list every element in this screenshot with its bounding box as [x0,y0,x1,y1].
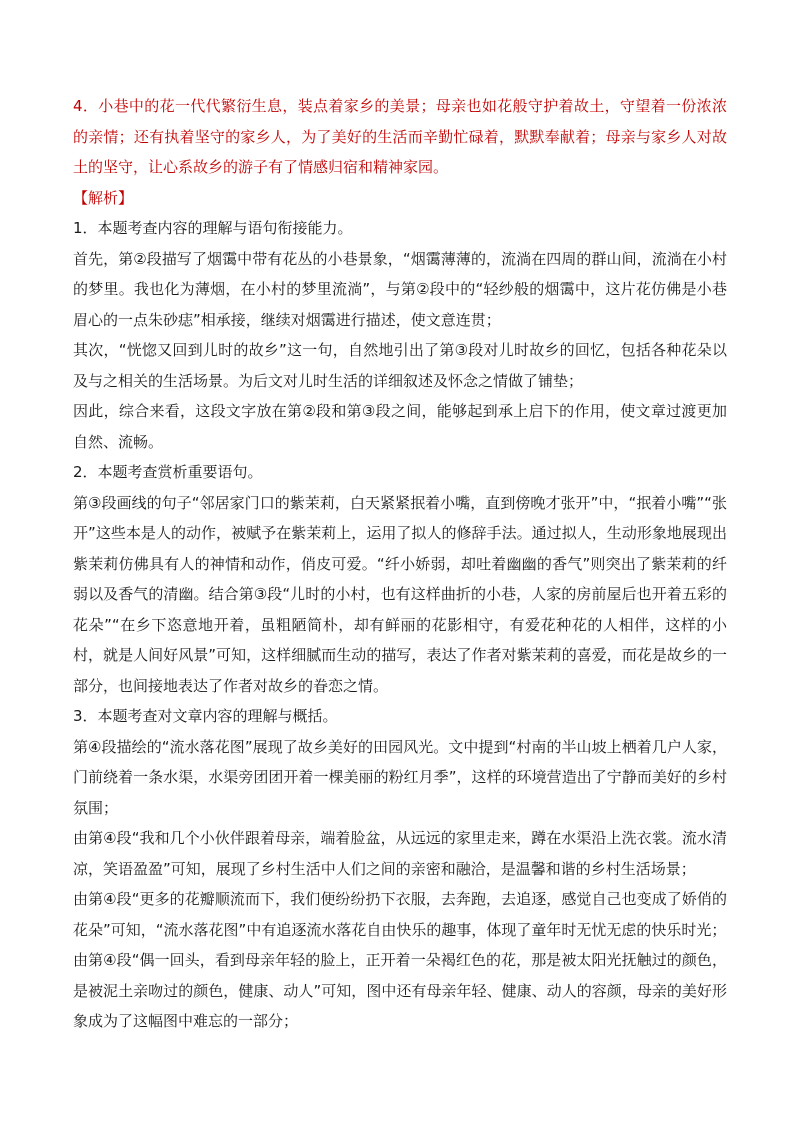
q3-paragraph-4: 由第④段“偶一回头，看到母亲年轻的脸上，正开着一朵褐红色的花，那是被太阳光抚触过的颜色，是被泥土亲吻过的颜色，健康、动人”可知，图中还有母亲年轻、健康、动人的容颜，母亲的美好形象成为了这幅图中难忘的一部分； [73,951,727,1030]
q1-paragraph-3: 因此，综合来看，这段文字放在第②段和第③段之间，能够起到承上启下的作用，使文章过渡更加自然、流畅。 [73,402,727,451]
q1-title: 1．本题考查内容的理解与语句衔接能力。 [73,219,353,237]
q1-paragraph-2: 其次，“恍惚又回到儿时的故乡”这一句，自然地引出了第③段对儿时故乡的回忆，包括各种花朵以及与之相关的生活场景。为后文对儿时生活的详细叙述及怀念之情做了铺垫； [73,341,727,390]
q2-title: 2．本题考查赏析重要语句。 [73,463,263,481]
q3-paragraph-3: 由第④段“更多的花瓣顺流而下，我们便纷纷扔下衣服，去奔跑，去追逐，感觉自己也变成了娇俏的花朵”可知，“流水落花图”中有追逐流水落花自由快乐的趣事，体现了童年时无忧无虑的快乐时光； [73,890,727,939]
analysis-header: 【解析】 [73,188,134,207]
q2-paragraph-1: 第③段画线的句子“邻居家门口的紫茉莉，白天紧紧抿着小嘴，直到傍晚才张开”中，“抿着小嘴”“张开”这些本是人的动作，被赋予在紫茉莉上，运用了拟人的修辞手法。通过拟人，生动形象地展现出紫茉莉仿佛具有人的神情和动作，俏皮可爱。“纤小娇弱，却吐着幽幽的香气”则突出了紫茉莉的纤弱以及香气的清幽。结合第③段“儿时的小村，也有这样曲折的小巷，人家的房前屋后也开着五彩的花朵”“在乡下恣意地开着，虽粗陋简朴，却有鲜丽的花影相守，有爱花种花的人相伴，这样的小村，就是人间好风景”可知，这样细腻而生动的描写，表达了作者对紫茉莉的喜爱，而花是故乡的一部分，也间接地表达了作者对故乡的眷恋之情。 [73,493,727,695]
q3-title: 3．本题考查对文章内容的理解与概括。 [73,707,338,725]
q1-paragraph-1: 首先，第②段描写了烟霭中带有花丛的小巷景象，“烟霭薄薄的，流淌在四周的群山间，流淌在小村的梦里。我也化为薄烟，在小村的梦里流淌”，与第②段中的“轻纱般的烟霭中，这片花仿佛是小巷眉心的一点朱砂痣”相承接，继续对烟霭进行描述，使文意连贯； [73,249,727,329]
document-page [73,91,727,1037]
q3-paragraph-2: 由第④段“我和几个小伙伴跟着母亲，端着脸盆，从远远的家里走来，蹲在水渠沿上洗衣裳。流水清凉，笑语盈盈”可知，展现了乡村生活中人们之间的亲密和融洽，是温馨和谐的乡村生活场景； [73,829,727,878]
q3-paragraph-1: 第④段描绘的“流水落花图”展现了故乡美好的田园风光。文中提到“村南的半山坡上栖着几户人家，门前绕着一条水渠，水渠旁团团开着一棵美丽的粉红月季”，这样的环境营造出了宁静而美好的乡村氛围； [73,737,727,817]
answer-4-paragraph: 4．小巷中的花一代代繁衍生息，装点着家乡的美景；母亲也如花般守护着故土，守望着一份浓浓的亲情；还有执着坚守的家乡人，为了美好的生活而辛勤忙碌着，默默奉献着；母亲与家乡人对故土的坚守，让心系故乡的游子有了情感归宿和精神家园。 [73,97,727,176]
